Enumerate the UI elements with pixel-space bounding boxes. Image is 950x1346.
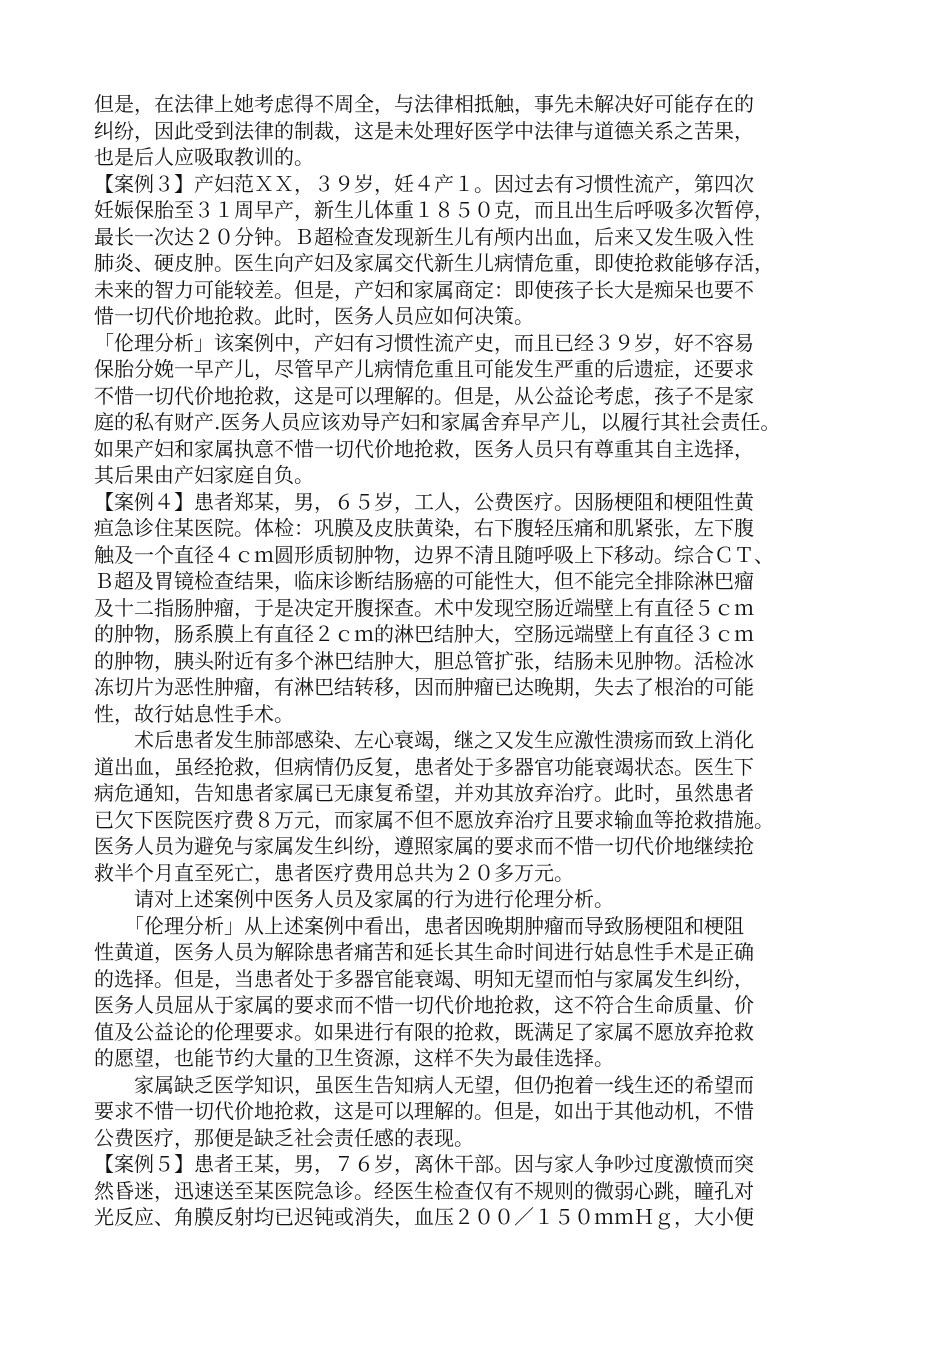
document-page xyxy=(94,91,894,1231)
paragraph-case-4-family: 家属缺乏医学知识，虽医生告知病人无望，但仍抱着一线生还的希望而 要求不惜一切代价地抢救，这是可以理解的。但是，如出于其他动机，不惜 公费医疗，那便是缺乏社会责任感的表现。 xyxy=(94,1072,754,1150)
paragraph-case-4-postop: 术后患者发生肺部感染、左心衰竭，继之又发生应激性溃疡而致上消化 道出血，虽经抢救，但病情仍反复，患者处于多器官功能衰竭状态。医生下 病危通知，告知患者家属已无康复希望，并劝其放弃治疗。此时，虽然患者 已欠下医院医疗费８万元，而家属不但不愿放弃治疗且要求输血等抢救措施。 医务人员为避免与家属发生纠纷，遵照家属的要求而不惜一切代价地继续抢 救半个月直至死亡，患者医疗费用总共为２０多万元。 xyxy=(94,728,774,885)
paragraph-legal-conclusion: 但是，在法律上她考虑得不周全，与法律相抵触，事先未解决好可能存在的 纠纷，因此受到法律的制裁，这是未处理好医学中法律与道德关系之苦果， 也是后人应吸取教训的。 xyxy=(94,92,754,169)
paragraph-case-4: 【案例４】患者郑某，男，６５岁，工人，公费医疗。因肠梗阻和梗阻性黄 疸急诊住某医院。体检：巩膜及皮肤黄染，右下腹轻压痛和肌紧张，左下腹 触及一个直径４ｃｍ圆形质韧肿物，边界不清且随呼吸上下移动。综合ＣＴ、 Ｂ超及胃镜检查结果，临床诊断结肠癌的可能性大，但不能完全排除淋巴瘤 及十二指肠肿瘤，于是决定开腹探查。术中发现空肠近端壁上有直径５ｃｍ 的肿物，肠系膜上有直径２ｃｍ的淋巴结肿大，空肠远端壁上有直径３ｃｍ 的肿物，胰头附近有多个淋巴结肿大，胆总管扩张，结肠未见肿物。活检冰 冻切片为恶性肿瘤，有淋巴结转移，因而肿瘤已达晚期，失去了根治的可能 性，故行姑息性手术。 xyxy=(94,489,774,726)
paragraph-case-4-analysis: 「伦理分析」从上述案例中看出，患者因晚期肿瘤而导致肠梗阻和梗阻 性黄道，医务人员为解除患者痛苦和延长其生命时间进行姑息性手术是正确 的选择。但是，当患者处于多器官能衰竭、明知无望而怕与家属发生纠纷， 医务人员屈从于家属的要求而不惜一切代价地抢救，这不符合生命质量、价 值及公益论的伦理要求。如果进行有限的抢救，既满足了家属不愿放弃抢救 的愿望，也能节约大量的卫生资源，这样不失为最佳选择。 xyxy=(94,913,754,1070)
paragraph-case-4-question: 请对上述案例中医务人员及家属的行为进行伦理分析。 xyxy=(94,887,614,911)
paragraph-case-3: 【案例３】产妇范ＸＸ，３９岁，妊４产１。因过去有习惯性流产，第四次 妊娠保胎至３１周早产，新生儿体重１８５０克，而且出生后呼吸多次暂停， 最长一次达２０分钟。Ｂ超检查发现新生儿有颅内出血，后来又发生吸入性 肺炎、硬皮肿。医生向产妇及家属交代新生儿病情危重，即使抢救能够存活， 未来的智力可能较差。但是，产妇和家属商定：即使孩子长大是痴呆也要不 惜一切代价地抢救。此时，医务人员应如何决策。 xyxy=(94,171,774,328)
paragraph-case-5: 【案例５】患者王某，男，７６岁，离休干部。因与家人争吵过度激愤而突 然昏迷，迅速送至某医院急诊。经医生检查仅有不规则的微弱心跳，瞳孔对 光反应、角膜反射均已迟钝或消失，血压２００／１５０ｍｍＨｇ，大小便 xyxy=(94,1152,754,1229)
paragraph-case-3-analysis: 「伦理分析」该案例中，产妇有习惯性流产史，而且已经３９岁，好不容易 保胎分娩一早产儿，尽管早产儿病情危重且可能发生严重的后遗症，还要求 不惜一切代价地抢救，这是可以理解的。但是，从公益论考虑，孩子不是家 庭的私有财产.医务人员应该劝导产妇和家属舍弃早产儿，以履行其社会责任。 如果产妇和家属执意不惜一切代价地抢救，医务人员只有尊重其自主选择， 其后果由产妇家庭自负。 xyxy=(94,330,781,487)
